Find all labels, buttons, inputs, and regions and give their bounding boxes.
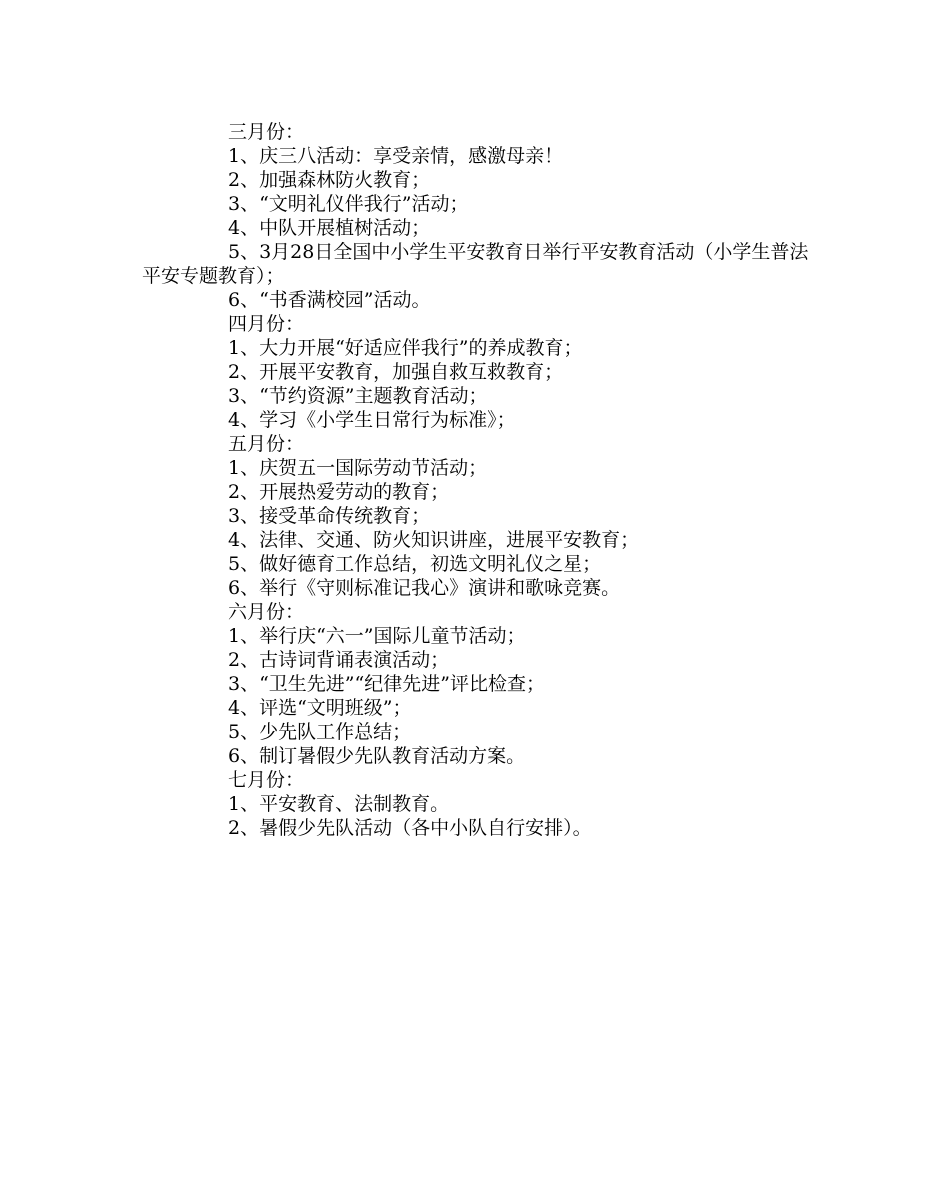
list-item: 3、接受革命传统教育； [228,505,431,527]
list-item: 4、评选“文明班级”； [228,697,412,719]
list-item: 5、做好德育工作总结，初选文明礼仪之星； [228,553,602,575]
section-heading-july: 七月份： [228,769,305,791]
list-item: 1、大力开展“好适应伴我行”的养成教育； [228,337,583,359]
list-item: 6、举行《守则标准记我心》演讲和歌咏竞赛。 [228,577,621,599]
list-item: 5、3月28日全国中小学生平安教育日举行平安教育活动（小学生普法平安专题教育）； [142,241,809,287]
list-item: 5、少先队工作总结； [228,721,412,743]
list-item: 3、“节约资源”主题教育活动； [228,385,488,407]
list-item: 4、中队开展植树活动； [228,217,431,239]
list-item: 4、法律、交通、防火知识讲座，进展平安教育； [228,529,640,551]
list-item: 3、“文明礼仪伴我行”活动； [228,193,469,215]
section-heading-may: 五月份： [228,433,305,455]
list-item: 1、平安教育、法制教育。 [228,793,450,815]
list-item: 2、开展平安教育，加强自救互救教育； [228,361,564,383]
list-item: 2、加强森林防火教育； [228,169,431,191]
list-item: 2、开展热爱劳动的教育； [228,481,450,503]
section-heading-march: 三月份： [228,121,305,143]
list-item: 6、“书香满校园”活动。 [228,289,431,311]
section-heading-june: 六月份： [228,601,305,623]
list-item: 1、庆贺五一国际劳动节活动； [228,457,488,479]
section-heading-april: 四月份： [228,313,305,335]
list-item: 3、“卫生先进”“纪律先进”评比检查； [228,673,545,695]
list-item: 1、庆三八活动：享受亲情，感激母亲！ [228,145,564,167]
list-item: 1、举行庆“六一”国际儿童节活动； [228,625,526,647]
list-item: 2、暑假少先队活动（各中小队自行安排）。 [228,817,592,839]
document-body [142,120,814,840]
list-item: 2、古诗词背诵表演活动； [228,649,450,671]
list-item: 4、学习《小学生日常行为标准》； [228,409,516,431]
list-item: 6、制订暑假少先队教育活动方案。 [228,745,526,767]
